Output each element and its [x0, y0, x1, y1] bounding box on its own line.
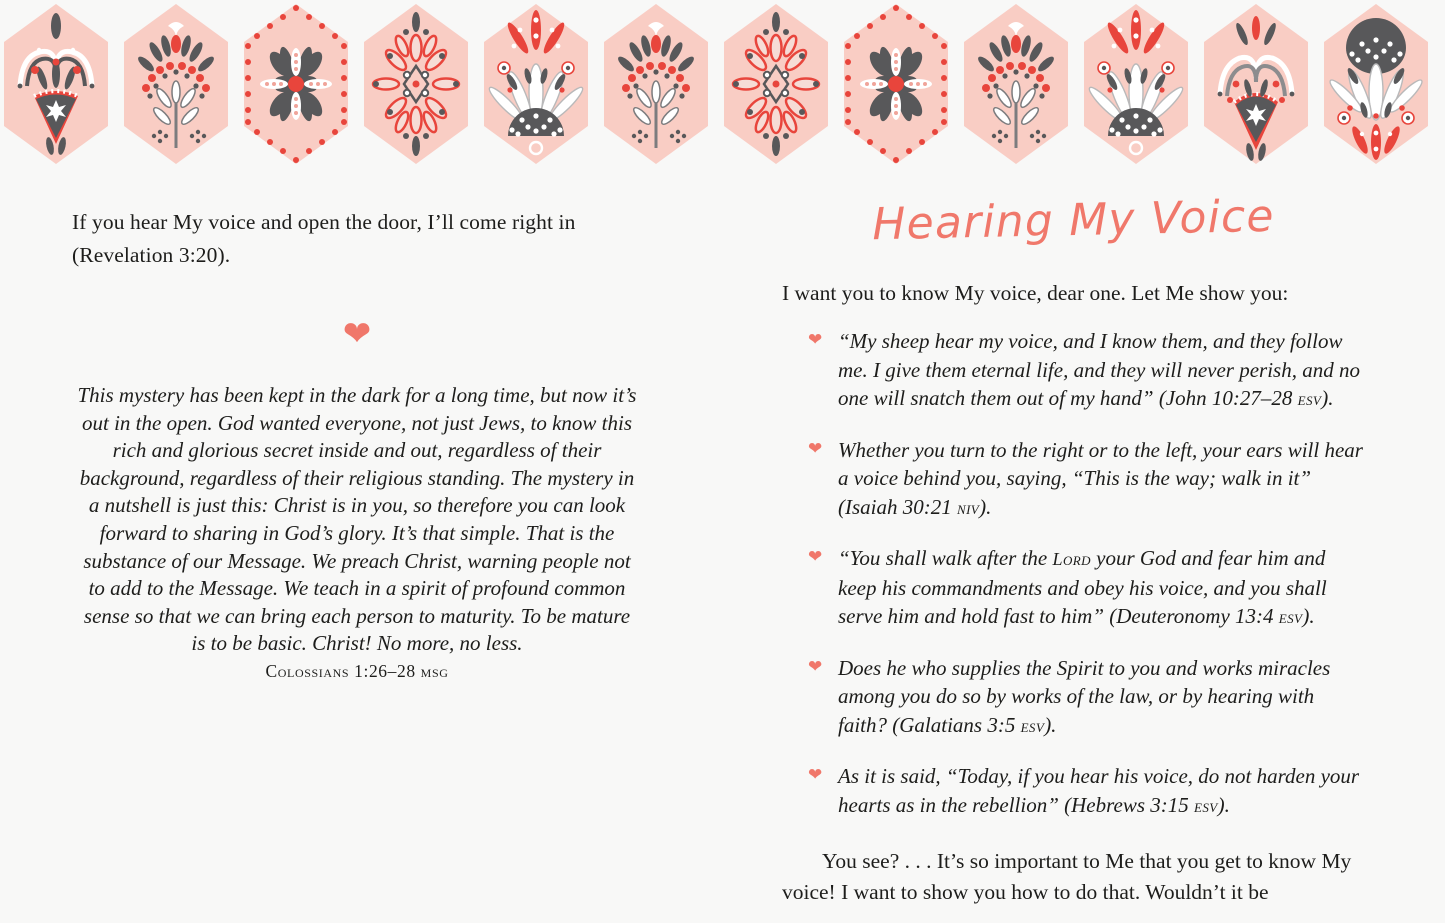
hexagon-tile-mandala	[360, 0, 472, 168]
scripture-tail-1: ).	[1321, 386, 1334, 411]
scripture-tail-5: ).	[1217, 792, 1230, 817]
hexagon-tile-mandala	[720, 0, 832, 168]
hexagon-tile-fan-flower	[0, 0, 112, 168]
divine-name-smallcaps: Lord	[1052, 549, 1091, 570]
scripture-text-4: Does he who supplies the Spirit to you and works miracles among you do so by works of the law, or by hearing with faith? (Galatians 3:5	[838, 655, 1331, 737]
scripture-quote-block: This mystery has been kept in the dark for a long time, but now it’s out in the open. God wanted everyone, not just Jews, to know this rich and glorious secret inside and out, regardless of their background, regardless of their religious standing. The mystery in a nutshell is just this: Christ is in you, so therefore you can look forward to sharing in God’s glory. It’s that simple. That is the substance of our Message. We preach Christ, warning people not to add to the Message. We teach in a spirit of profound common sense so that we can bring each person to maturity. To be mature is to be basic. Christ! No more, no less.	[77, 383, 637, 656]
scripture-tail-2: ).	[979, 494, 992, 519]
lead-paragraph: If you hear My voice and open the door, I’ll come right in (Revelation 3:20).	[72, 210, 576, 267]
scripture-tail-4: ).	[1044, 712, 1057, 737]
heart-bullet-icon: ❤	[808, 765, 823, 785]
bible-version-4: esv	[1020, 715, 1045, 736]
heart-icon: ❤	[342, 316, 372, 353]
closing-paragraph: You see? . . . It’s so important to Me that you get to know My voice! I want to show you how to do that. Wouldn’t it be	[782, 849, 1352, 905]
list-item	[782, 762, 1365, 820]
scripture-text-1: “My sheep hear my voice, and I know them, and they follow me. I give them eternal life, and they will never perish, and no one will snatch them out of my hand” (John 10:27–28	[838, 329, 1360, 411]
heart-bullet-icon: ❤	[808, 547, 823, 567]
scripture-text-5: As it is said, “Today, if you hear his voice, do not harden your hearts as in the rebellion” (Hebrews 3:15	[838, 764, 1360, 817]
heart-bullet-icon: ❤	[808, 438, 823, 458]
hexagon-tile-sprig	[960, 0, 1072, 168]
hexagon-tile-sunburst	[1320, 0, 1432, 168]
bible-version-1: esv	[1297, 389, 1322, 410]
heart-divider	[72, 318, 642, 352]
list-item	[782, 436, 1365, 523]
list-item	[782, 544, 1365, 632]
scripture-reference: Colossians 1:26–28 msg	[265, 660, 449, 681]
decorative-hexagon-border	[0, 0, 1445, 190]
left-column	[0, 190, 722, 923]
list-item	[782, 654, 1365, 741]
scripture-text-3a: “You shall walk after the	[838, 546, 1053, 571]
bible-version-3: esv	[1278, 607, 1303, 628]
intro-line: I want you to know My voice, dear one. Let Me show you:	[782, 281, 1289, 306]
scripture-text-2: Whether you turn to the right or to the left, your ears will hear a voice behind you, saying, “This is the way; walk in it” (Isaiah 30:21	[838, 437, 1363, 519]
hexagon-tile-four-petal	[240, 0, 352, 168]
hexagon-tile-sunburst	[1080, 0, 1192, 168]
hexagon-tile-four-petal	[840, 0, 952, 168]
heart-bullet-icon: ❤	[808, 656, 823, 676]
bible-version-2: niv	[957, 497, 980, 518]
bible-version-5: esv	[1194, 795, 1218, 816]
page-title: Hearing My Voice	[871, 190, 1276, 251]
page-body	[0, 190, 1445, 923]
heart-bullet-icon: ❤	[808, 330, 823, 350]
hexagon-tile-fan-flower	[1200, 0, 1312, 168]
right-column	[722, 190, 1445, 923]
scripture-text-3b: your God and fear him and keep his commandments and obey his voice, and you shall serve him and hold fast to him” (Deuteronomy 13:4	[838, 546, 1327, 629]
hexagon-tile-sprig	[120, 0, 232, 168]
list-item	[782, 327, 1365, 414]
scripture-list	[782, 327, 1365, 820]
hexagon-tile-sunburst	[480, 0, 592, 168]
scripture-tail-3: ).	[1302, 604, 1315, 629]
hexagon-tile-sprig	[600, 0, 712, 168]
